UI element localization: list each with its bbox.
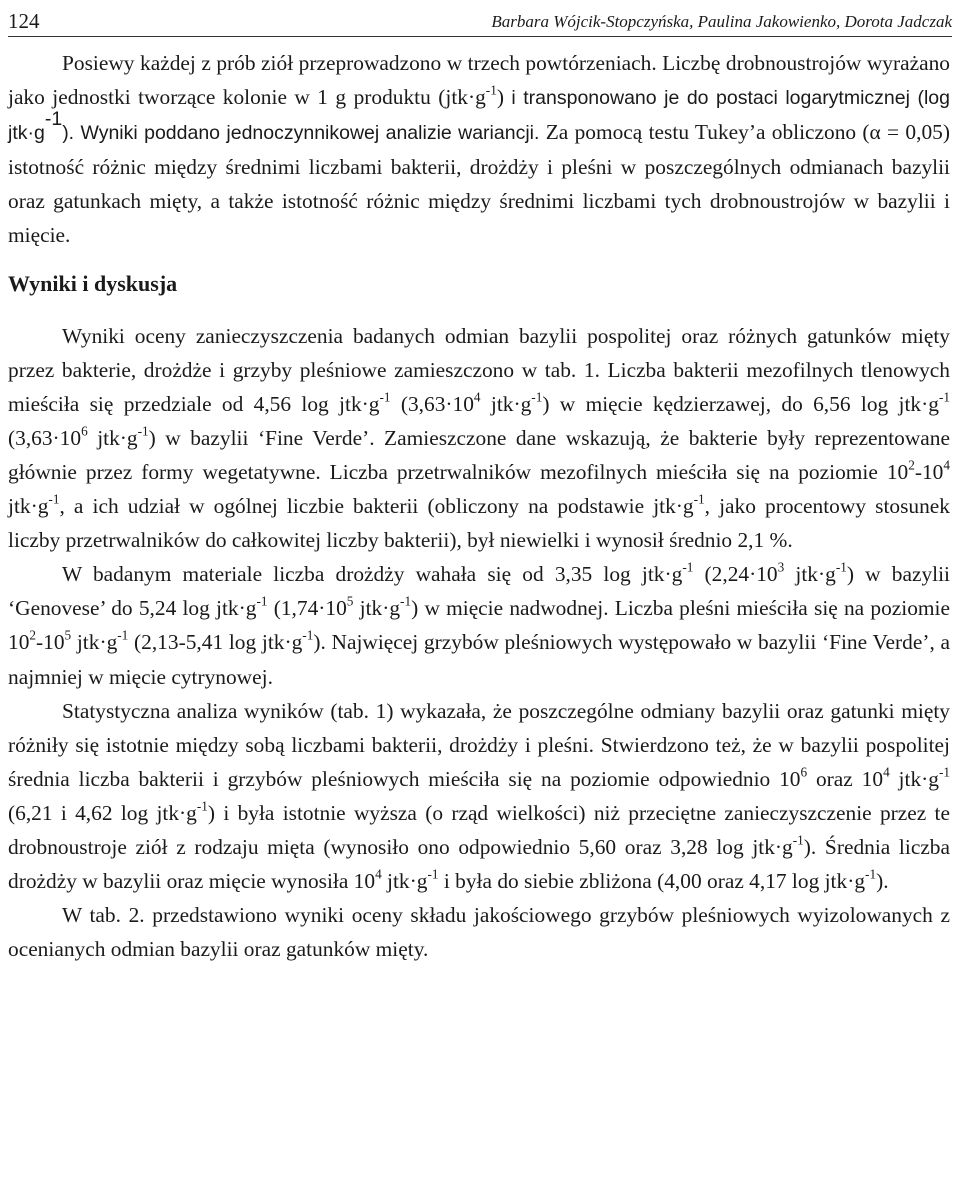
results-paragraph-2: W badanym materiale liczba drożdży wahała się od 3,35 $\log jtk\cdot g^{-1}$ ($2,24\cdot 10^3$ $jtk\cdot g^{-1}$) w bazylii ‘Genovese’ do 5,24 $\log jtk\cdot g^{-1}$ ($1,74\cdot 10^5$ $jtk\cdot g^{-1}$) w mięcie nadwodnej. Liczba pleśni mieściła się na poziomie $10^2-10^5$ $jtk\cdot g^{-1}$ (2,13-5,41 $\log jtk\cdot g^{-1}$). Najwięcej grzybów pleśniowych występowało w bazylii ‘Fine Verde’, a najmniej w mięcie cytrynowej. xyxy=(8,559,951,689)
results-paragraph-3: Statystyczna analiza wyników (tab. 1) wykazała, że poszczególne odmiany bazylii oraz gatunki mięty różniły się istotnie między sobą liczbami bakterii, drożdży i pleśni. Stwierdzono też, że w bazylii pospolitej średnia liczba bakterii i grzybów pleśniowych mieściła się na poziomie odpowiednio $10^6$ oraz $10^4$ $jtk\cdot g^{-1}$ (6,21 i 4,62 $\log jtk\cdot g^{-1}$) i była istotnie wyższa (o rząd wielkości) niż przeciętne zanieczyszczenie przez te drobnoustroje ziół z rodzaju mięta (wynosiło ono odpowiednio 5,60 oraz 3,28 $\log jtk\cdot g^{-1}$). Średnia liczba drożdży w bazylii oraz mięcie wynosiła $10^4$ $jtk\cdot g^{-1}$ i była do siebie zbliżona (4,00 oraz 4,17 $\log jtk\cdot g^{-1}$). xyxy=(8,698,950,894)
methods-block xyxy=(8,46,950,253)
page-body xyxy=(8,46,950,966)
results-block xyxy=(8,319,950,967)
results-paragraph-4: W tab. 2. przedstawiono wyniki oceny składu jakościowego grzybów pleśniowych wyizolowanych z ocenianych odmian bazylii oraz gatunków mięty. xyxy=(8,903,950,962)
running-header-authors: Barbara Wójcik-Stopczyńska, Paulina Jakowienko, Dorota Jadczak xyxy=(491,12,952,31)
results-paragraph-1: Wyniki oceny zanieczyszczenia badanych odmian bazylii pospolitej oraz różnych gatunków mięty przez bakterie, drożdże i grzyby pleśniowe zamieszczono w tab. 1. Liczba bakterii mezofilnych tlenowych mieściła się przedziale od 4,56 $\log jtk\cdot g^{-1}$ ($3,63\cdot 10^4$ $jtk\cdot g^{-1}$) w mięcie kędzierzawej, do 6,56 $\log jtk\cdot g^{-1}$ ($3,63\cdot 10^6$ $jtk\cdot g^{-1}$) w bazylii ‘Fine Verde’. Zamieszczone dane wskazują, że bakterie były reprezentowane głównie przez formy wegetatywne. Liczba przetrwalników mezofilnych mieściła się na poziomie $10^2-10^4$ $jtk\cdot g^{-1}$, a ich udział w ogólnej liczbie bakterii (obliczony na podstawie $jtk\cdot g^{-1}$, jako procentowy stosunek liczby przetrwalników do całkowitej liczby bakterii), był niewielki i wynosił średnio 2,1 %. xyxy=(8,323,950,553)
page-number: 124 xyxy=(8,9,40,33)
running-header xyxy=(8,0,952,37)
methods-paragraph: Posiewy każdej z prób ziół przeprowadzono w trzech powtórzeniach. Liczbę drobnoustrojów wyrażano jako jednostki tworzące kolonie w 1 g produktu $(jtk\cdot g^{-1})$ i transponowano je do postaci logarytmicznej (log $jtk\cdot g^{-1}$). Wyniki poddano jednoczynnikowej analizie wariancji. Za pomocą testu Tukey’a obliczono (α = 0,05) istotność różnic między średnimi liczbami bakterii, drożdży i pleśni w poszczególnych odmianach bazylii oraz gatunkach mięty, a także istotność różnic między średnimi liczbami tych drobnoustrojów w bazylii i mięcie. xyxy=(8,51,950,248)
section-heading: Wyniki i dyskusja xyxy=(8,270,178,296)
